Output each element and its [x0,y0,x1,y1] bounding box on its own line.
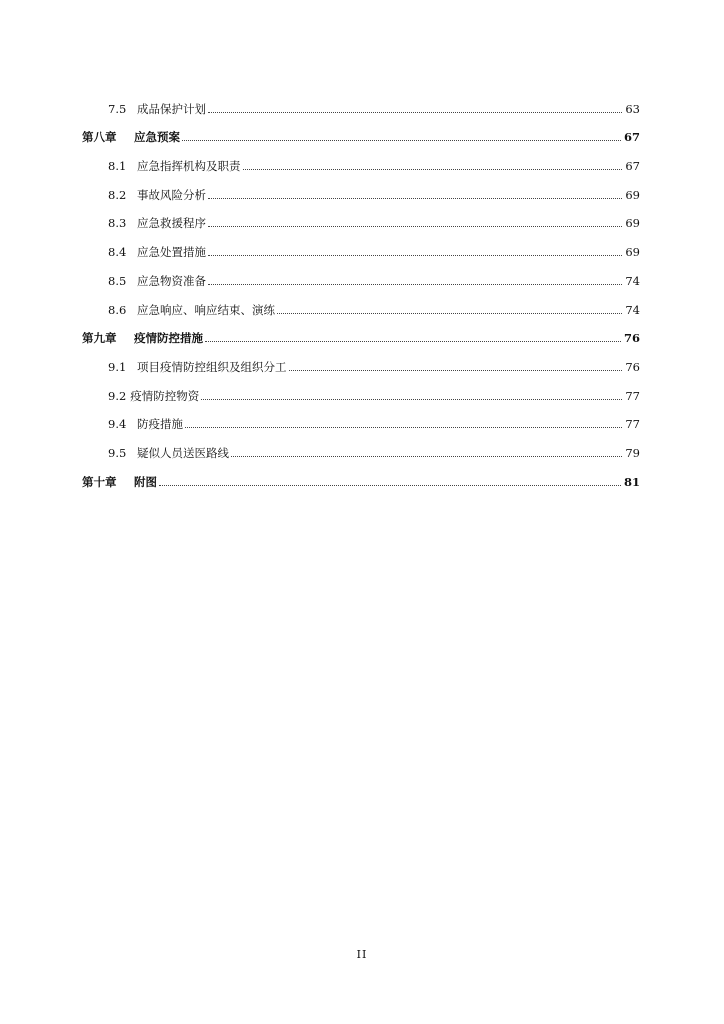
toc-entry-page: 77 [625,417,640,432]
toc-entry-page: 69 [625,245,640,260]
toc-entry-number: 第八章 [82,130,117,145]
toc-chapter-entry[interactable] [82,317,640,346]
toc-entry[interactable] [82,144,640,173]
dot-leader [243,169,623,170]
toc-entry-number: 7.5 [108,101,127,116]
toc-entry-number: 9.1 [108,359,127,374]
toc-entry-page: 67 [623,130,640,145]
toc-entry[interactable] [82,87,640,116]
dot-leader [208,255,622,256]
toc-entry-page: 79 [625,445,640,460]
dot-leader [182,140,621,141]
toc-entry[interactable] [82,431,640,460]
toc-entry-number: 8.4 [108,245,127,260]
page-number-footer: II [356,948,368,961]
toc-entry-page: 77 [625,388,640,403]
toc-entry-title: 项目疫情防控组织及组织分工 [137,359,287,374]
dot-leader [277,313,622,314]
toc-entry-title: 疑似人员送医路线 [137,445,229,460]
toc-entry-title: 应急救援程序 [137,216,206,231]
toc-entry-number: 8.2 [108,187,127,202]
toc-entry[interactable] [82,374,640,403]
toc-entry[interactable] [82,403,640,432]
dot-leader [201,399,622,400]
toc-chapter-entry[interactable] [82,116,640,145]
toc-entry-title: 疫情防控措施 [134,331,203,346]
toc-entry[interactable] [82,202,640,231]
toc-entry[interactable] [82,173,640,202]
dot-leader [205,341,621,342]
toc-entry[interactable] [82,288,640,317]
dot-leader [289,370,623,371]
toc-entry-page: 74 [625,302,640,317]
toc-entry-page: 76 [623,331,640,346]
toc-entry-title: 应急处置措施 [137,245,206,260]
dot-leader [231,456,622,457]
dot-leader [159,485,621,486]
toc-entry-title: 成品保护计划 [137,101,206,116]
toc-entry-number: 第九章 [82,331,117,346]
toc-entry-number: 9.5 [108,445,127,460]
toc-entry-number: 第十章 [82,474,117,489]
toc-entry-title: 附图 [134,474,157,489]
toc-entry-number: 8.5 [108,273,127,288]
dot-leader [208,226,622,227]
toc-entry-page: 69 [625,216,640,231]
toc-entry-number: 8.1 [108,159,127,174]
toc-entry[interactable] [82,345,640,374]
toc-entry-page: 74 [625,273,640,288]
toc-entry-title: 应急响应、响应结束、演练 [137,302,275,317]
toc-entry-page: 67 [625,159,640,174]
toc-entry-title: 事故风险分析 [137,187,206,202]
dot-leader [208,284,622,285]
dot-leader [185,427,622,428]
toc-entry-title: 疫情防控物资 [130,388,200,403]
toc-entry-number: 8.6 [108,302,127,317]
dot-leader [208,198,622,199]
toc-entry-page: 69 [625,187,640,202]
toc-entry[interactable] [82,259,640,288]
toc-chapter-entry[interactable] [82,460,640,489]
toc-entry-page: 81 [623,474,640,489]
toc-entry-title: 应急物资准备 [137,273,206,288]
toc-entry-number: 9.2 [108,388,127,403]
table-of-contents [82,87,640,489]
toc-entry-page: 76 [625,359,640,374]
dot-leader [208,112,622,113]
toc-entry-title: 应急指挥机构及职责 [137,159,241,174]
toc-entry-page: 63 [625,101,640,116]
toc-entry-title: 应急预案 [134,130,180,145]
toc-entry-title: 防疫措施 [137,417,183,432]
toc-entry-number: 9.4 [108,417,127,432]
toc-entry[interactable] [82,230,640,259]
toc-entry-number: 8.3 [108,216,127,231]
